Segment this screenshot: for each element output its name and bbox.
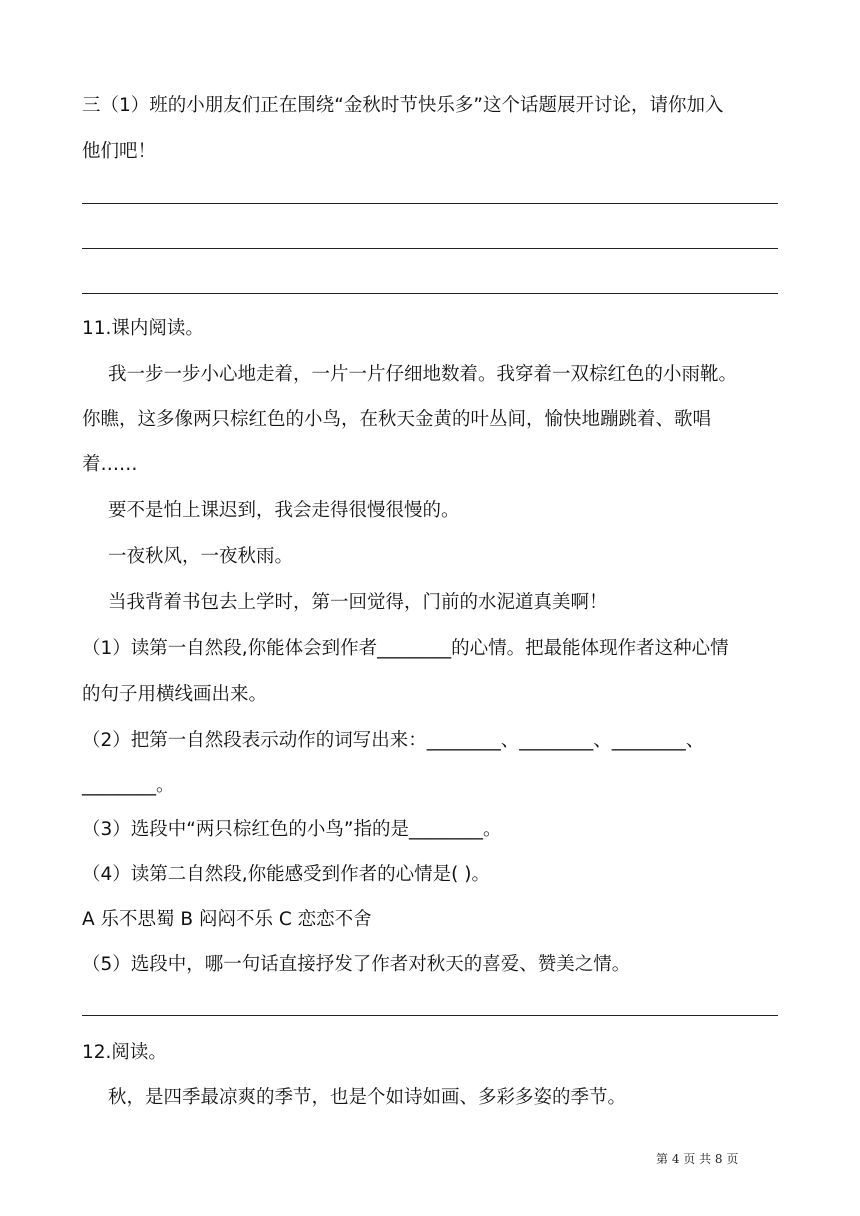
q11-sub4: （4）读第二自然段,你能感受到作者的心情是( )。 [82,864,490,885]
answer-line-q5[interactable] [82,1015,778,1016]
q12-passage-line: 秋，是四季最凉爽的季节，也是个如诗如画、多彩多姿的季节。 [108,1087,627,1108]
q11-sub2-line1: （2）把第一自然段表示动作的词写出来：________、________、________、 [82,730,705,751]
q11-sub3: （3）选段中“两只棕红色的小鸟”指的是________。 [82,819,502,840]
q11-sub2-line2: ________。 [82,775,175,796]
page-number: 第 4 页 共 8 页 [656,1152,739,1166]
q11-sub1-line2: 的句子用横线画出来。 [82,684,268,705]
q11-passage-line: 着…… [82,454,138,475]
answer-line-2[interactable] [82,248,778,249]
intro-line-2: 他们吧！ [82,141,157,162]
q11-sub5: （5）选段中，哪一句话直接抒发了作者对秋天的喜爱、赞美之情。 [82,954,631,975]
q11-passage-line: 当我背着书包去上学时，第一回觉得，门前的水泥道真美啊！ [108,592,608,613]
q11-sub1-line1: （1）读第一自然段,你能体会到作者________的心情。把最能体现作者这种心情 [82,638,729,659]
q11-passage-line: 你瞧，这多像两只棕红色的小鸟，在秋天金黄的叶丛间，愉快地蹦跳着、歌唱 [82,409,712,430]
q11-passage-line: 我一步一步小心地走着，一片一片仔细地数着。我穿着一双棕红色的小雨靴。 [108,364,738,385]
answer-line-3[interactable] [82,293,778,294]
q11-sub4-options: A 乐不思蜀 B 闷闷不乐 C 恋恋不舍 [82,909,372,930]
answer-line-1[interactable] [82,203,778,204]
q11-passage-line: 要不是怕上课迟到，我会走得很慢很慢的。 [108,500,460,521]
q12-heading: 12.阅读。 [82,1042,167,1063]
intro-line-1: 三（1）班的小朋友们正在围绕“金秋时节快乐多”这个话题展开讨论，请你加入 [82,95,724,116]
q11-heading: 11.课内阅读。 [82,318,204,339]
q11-passage-line: 一夜秋风，一夜秋雨。 [108,546,294,567]
